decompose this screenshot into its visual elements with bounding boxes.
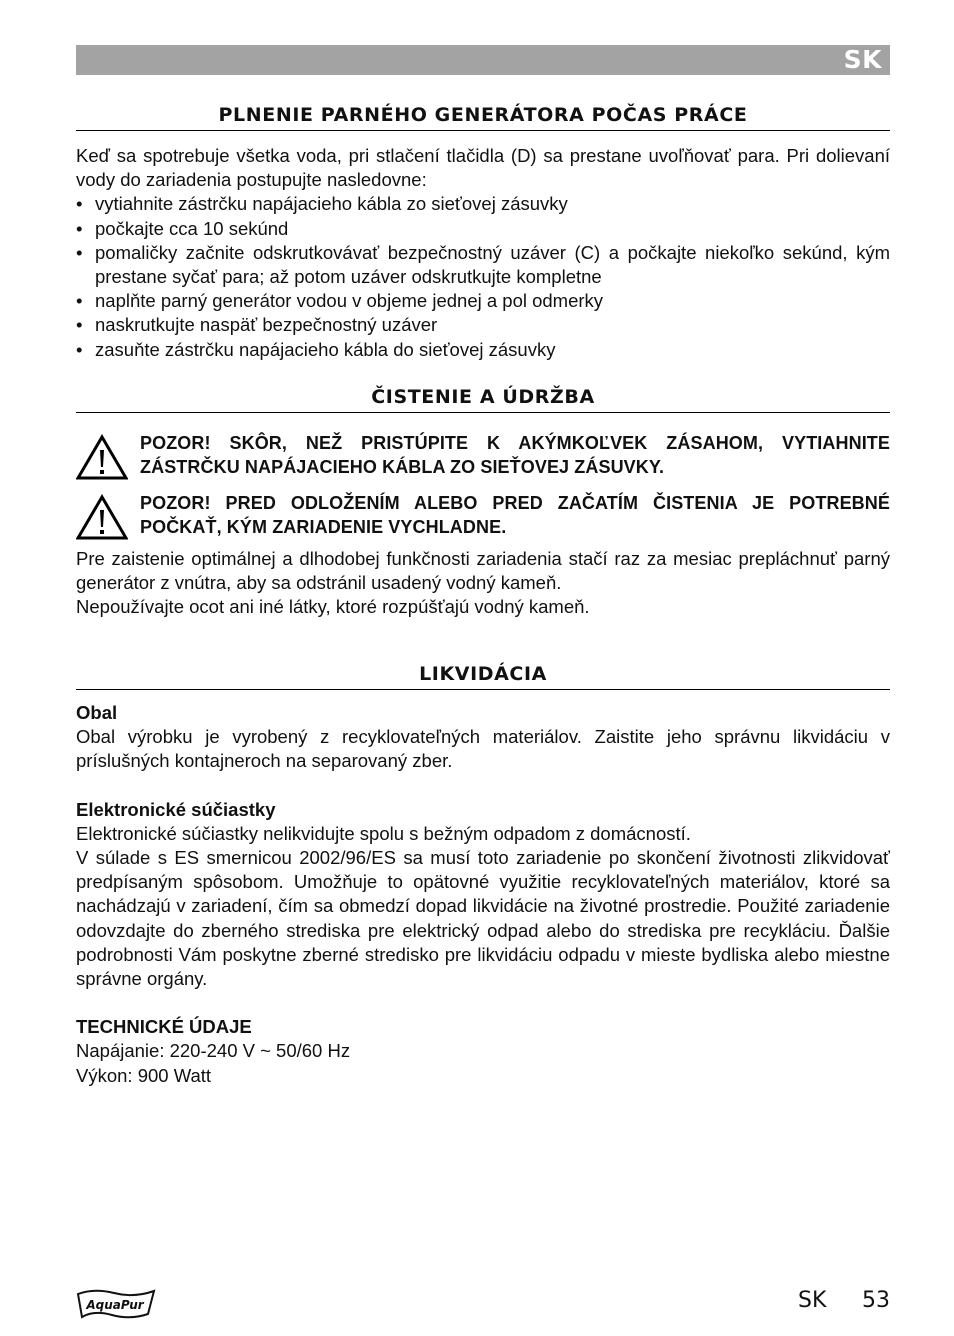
packaging-heading: Obal	[76, 702, 118, 723]
filling-intro: Keď sa spotrebuje všetka voda, pri stlačení tlačidla (D) sa prestane uvoľňovať para. Pri dolievaní vody do zariadenia postupujte nasledovne:	[76, 145, 890, 191]
electronics-text-2: V súlade s ES smernicou 2002/96/ES sa musí toto zariadenie po skončení životnosti zlikvidovať predpísaným spôsobom. Umožňuje to opätovné využitie recyklovateľných materiálov, ktoré sa nachádzajú v zariadení, čím sa obmedzí dopad likvidácie na životné prostredie. Použité zariadenie odovzdajte do zberného strediska pre elektrický odpad alebo do strediska pre recykláciu. Ďalšie podrobnosti Vám poskytne zberné stredisko pre likvidáciu odpadu v mieste bydliska alebo miestne správne orgány.	[76, 847, 890, 990]
tech-power: Výkon: 900 Watt	[76, 1064, 212, 1086]
bullet-icon: •	[76, 338, 83, 360]
warning-triangle-icon	[76, 434, 128, 480]
bullet-icon: •	[76, 290, 83, 312]
bullet-icon: •	[76, 314, 83, 336]
warning-text-cooldown: POZOR! PRED ODLOŽENÍM ALEBO PRED ZAČATÍM ČISTENIA JE POTREBNÉ POČKAŤ, KÝM ZARIADENIE VYCHLADNE.	[140, 493, 890, 537]
warning-block-cooldown	[76, 491, 890, 539]
bullet-icon: •	[76, 217, 83, 239]
list-item: • počkajte cca 10 sekúnd	[76, 217, 890, 241]
language-header-bar	[76, 45, 890, 75]
cleaning-section-body	[76, 547, 890, 620]
list-item: • naskrutkujte naspäť bezpečnostný uzáver	[76, 313, 890, 337]
tech-power-supply: Napájanie: 220-240 V ~ 50/60 Hz	[76, 1040, 351, 1062]
tech-specs-heading: TECHNICKÉ ÚDAJE	[76, 1016, 252, 1038]
brand-logo	[74, 1284, 158, 1322]
cleaning-note: Nepoužívajte ocot ani iné látky, ktoré rozpúšťajú vodný kameň.	[76, 596, 590, 618]
section-heading-cleaning: ČISTENIE A ÚDRŽBA	[76, 385, 890, 413]
language-code: SK	[843, 45, 882, 74]
page-number: 53	[862, 1288, 890, 1313]
filling-steps-list	[76, 192, 890, 361]
list-item: • naplňte parný generátor vodou v objeme jednej a pol odmerky	[76, 289, 890, 313]
brand-logo-text: AquaPur	[86, 1298, 144, 1312]
electronics-text-1: Elektronické súčiastky nelikvidujte spolu s bežným odpadom z domácností.	[76, 822, 691, 844]
electronics-heading: Elektronické súčiastky	[76, 798, 276, 820]
bullet-icon: •	[76, 241, 83, 263]
section-heading-filling: PLNENIE PARNÉHO GENERÁTORA POČAS PRÁCE	[76, 103, 890, 131]
section-heading-disposal: LIKVIDÁCIA	[76, 662, 890, 690]
footer-language: SK	[798, 1288, 827, 1313]
cleaning-instructions: Pre zaistenie optimálnej a dlhodobej funkčnosti zariadenia stačí raz za mesiac prepláchnuť parný generátor z vnútra, aby sa odstránil usadený vodný kameň.	[76, 548, 890, 594]
list-item: • vytiahnite zástrčku napájacieho kábla zo sieťovej zásuvky	[76, 192, 890, 216]
warning-text-unplug: POZOR! SKÔR, NEŽ PRISTÚPITE K AKÝMKOĽVEK ZÁSAHOM, VYTIAHNITE ZÁSTRČKU NAPÁJACIEHO KÁBLA ZO SIEŤOVEJ ZÁSUVKY.	[140, 433, 890, 477]
warning-block-unplug	[76, 431, 890, 479]
disposal-section-body	[76, 701, 890, 1088]
list-item: • pomaličky začnite odskrutkovávať bezpečnostný uzáver (C) a počkajte niekoľko sekúnd, kým prestane syčať para; až potom uzáver odskrutkujte kompletne	[76, 241, 890, 288]
packaging-text: Obal výrobku je vyrobený z recyklovateľných materiálov. Zaistite jeho správnu likvidáciu v príslušných kontajneroch na separovaný zber.	[76, 726, 890, 772]
bullet-icon: •	[76, 193, 83, 215]
list-item: • zasuňte zástrčku napájacieho kábla do sieťovej zásuvky	[76, 338, 890, 362]
warning-triangle-icon	[76, 494, 128, 540]
filling-section-body	[76, 144, 890, 362]
